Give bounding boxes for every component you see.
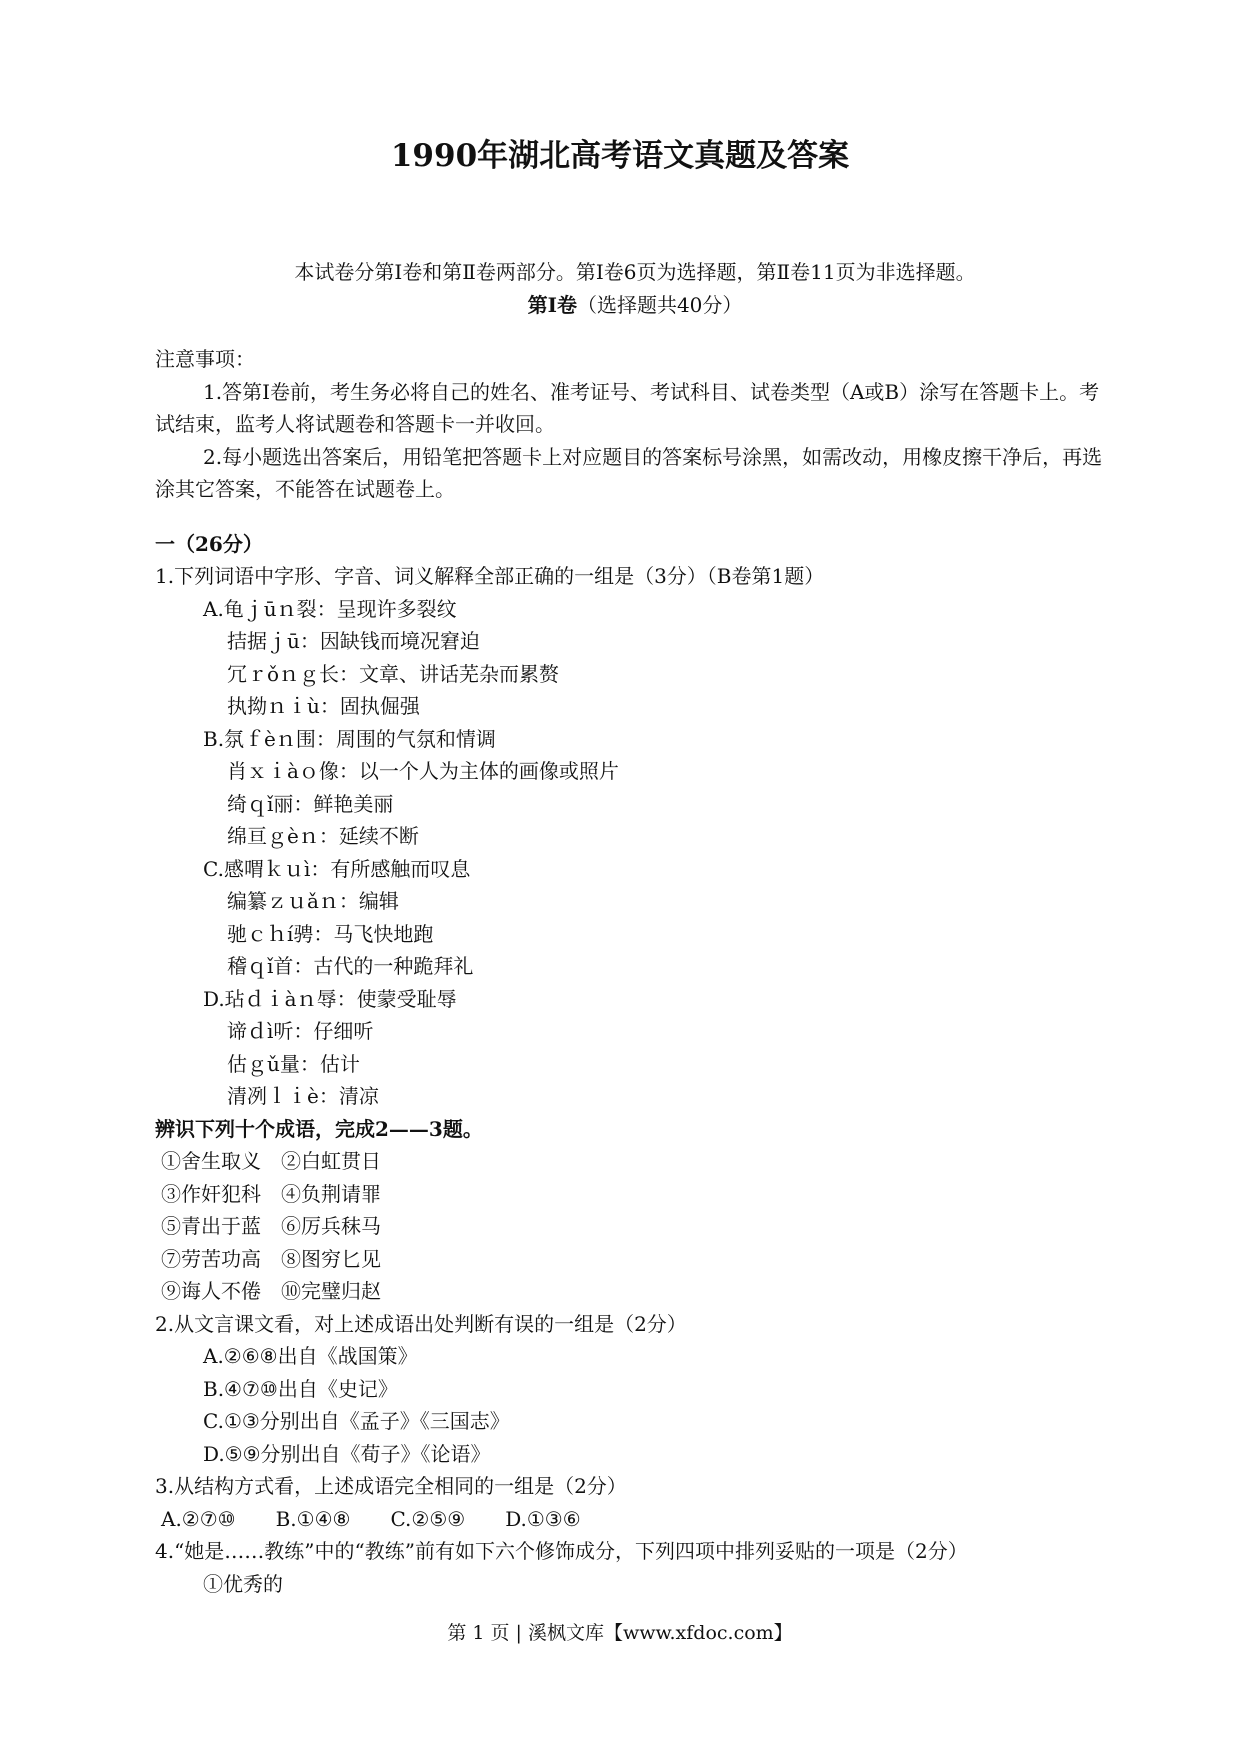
option-d-line: 清冽ｌｉè：清凉	[227, 1084, 379, 1108]
note-item: 2.每小题选出答案后，用铅笔把答题卡上对应题目的答案标号涂黑，如需改动，用橡皮擦干净后，再选涂其它答案，不能答在试题卷上。	[155, 444, 1103, 501]
idiom-item: ⑤青出于蓝	[161, 1214, 261, 1238]
note-item: 1.答第Ⅰ卷前，考生务必将自己的姓名、准考证号、考试科目、试卷类型（A或B）涂写在答题卡上。考试结束，监考人将试题卷和答题卡一并收回。	[155, 379, 1100, 436]
option-d-line: 谛ｄì听：仔细听	[227, 1019, 374, 1043]
section-heading: 一（26分）	[155, 531, 263, 556]
question-3-stem: 3.从结构方式看，上述成语完全相同的一组是（2分）	[155, 1474, 627, 1498]
part1-note: （选择题共40分）	[576, 292, 743, 317]
document-body	[155, 256, 1115, 1600]
idiom-item: ⑦劳苦功高	[161, 1246, 261, 1271]
option-d-line: 估ｇǔ量：估计	[227, 1051, 360, 1076]
idiom-item: ⑨诲人不倦	[161, 1279, 261, 1303]
question-2-option: C.①③分别出自《孟子》《三国志》	[203, 1409, 510, 1433]
idiom-item: ③作奸犯科	[161, 1181, 261, 1206]
question-4-stem: 4.“她是……教练”中的“教练”前有如下六个修饰成分，下列四项中排列妥贴的一项是（2分）	[155, 1539, 968, 1563]
page-footer: 第 1 页 | 溪枫文库【www.xfdoc.com】	[447, 1622, 793, 1644]
question-1-stem: 1.下列词语中字形、字音、词义解释全部正确的一组是（3分）（B卷第1题）	[155, 564, 825, 588]
idiom-row	[155, 1145, 1115, 1178]
idiom-item: ②白虹贯日	[281, 1149, 381, 1173]
idiom-row	[155, 1210, 1115, 1243]
option-a-line: 拮据ｊū：因缺钱而境况窘迫	[227, 629, 480, 653]
question-3-option: D.①③⑥	[505, 1506, 581, 1531]
idiom-row	[155, 1275, 1115, 1308]
question-2-option: B.④⑦⑩出自《史记》	[203, 1376, 398, 1401]
part1-heading-line	[155, 289, 1115, 322]
option-b-head: B.氛ｆèｎ围：周围的气氛和情调	[203, 726, 496, 751]
question-4-item: ①优秀的	[203, 1571, 283, 1596]
idiom-item: ⑥厉兵秣马	[281, 1214, 381, 1238]
option-c-line: 编纂ｚｕǎｎ：编辑	[227, 889, 399, 913]
question-3-options	[155, 1503, 1115, 1536]
option-b-line: 肖ｘｉàｏ像：以一个人为主体的画像或照片	[227, 759, 619, 783]
question-3-option: C.②⑤⑨	[390, 1506, 466, 1531]
exam-intro: 本试卷分第Ⅰ卷和第Ⅱ卷两部分。第Ⅰ卷6页为选择题，第Ⅱ卷11页为非选择题。	[294, 260, 976, 284]
page-title: 1990年湖北高考语文真题及答案	[390, 138, 850, 174]
idiom-item: ①舍生取义	[161, 1149, 261, 1173]
idiom-item: ⑩完璧归赵	[281, 1279, 381, 1303]
idiom-row	[155, 1178, 1115, 1211]
option-a-head: A.龟ｊūｎ裂：呈现许多裂纹	[203, 596, 457, 621]
part1-heading: 第Ⅰ卷	[527, 292, 577, 317]
option-c-line: 稽ｑǐ首：古代的一种跪拜礼	[227, 954, 474, 978]
idioms-heading: 辨识下列十个成语，完成2——3题。	[155, 1116, 483, 1141]
option-a-line: 冗ｒǒｎｇ长：文章、讲话芜杂而累赘	[227, 661, 560, 686]
option-b-line: 绮ｑǐ丽：鲜艳美丽	[227, 791, 394, 816]
idiom-item: ④负荆请罪	[281, 1181, 381, 1206]
option-c-head: C.感喟ｋｕì：有所感触而叹息	[203, 856, 471, 881]
question-3-option: A.②⑦⑩	[161, 1506, 236, 1531]
option-c-line: 驰ｃｈí骋：马飞快地跑	[227, 921, 434, 946]
idiom-item: ⑧图穷匕见	[281, 1246, 381, 1271]
option-d-head: D.玷ｄｉàｎ辱：使蒙受耻辱	[203, 986, 457, 1011]
notes-heading: 注意事项：	[155, 347, 255, 371]
question-2-stem: 2.从文言课文看，对上述成语出处判断有误的一组是（2分）	[155, 1311, 687, 1336]
option-a-line: 执拗ｎｉù：固执倔强	[227, 694, 420, 718]
question-2-option: D.⑤⑨分别出自《荀子》《论语》	[203, 1441, 491, 1466]
question-2-option: A.②⑥⑧出自《战国策》	[203, 1344, 418, 1368]
idiom-row	[155, 1243, 1115, 1276]
option-b-line: 绵亘ｇèｎ：延续不断	[227, 824, 419, 848]
question-3-option: B.①④⑧	[275, 1506, 351, 1531]
